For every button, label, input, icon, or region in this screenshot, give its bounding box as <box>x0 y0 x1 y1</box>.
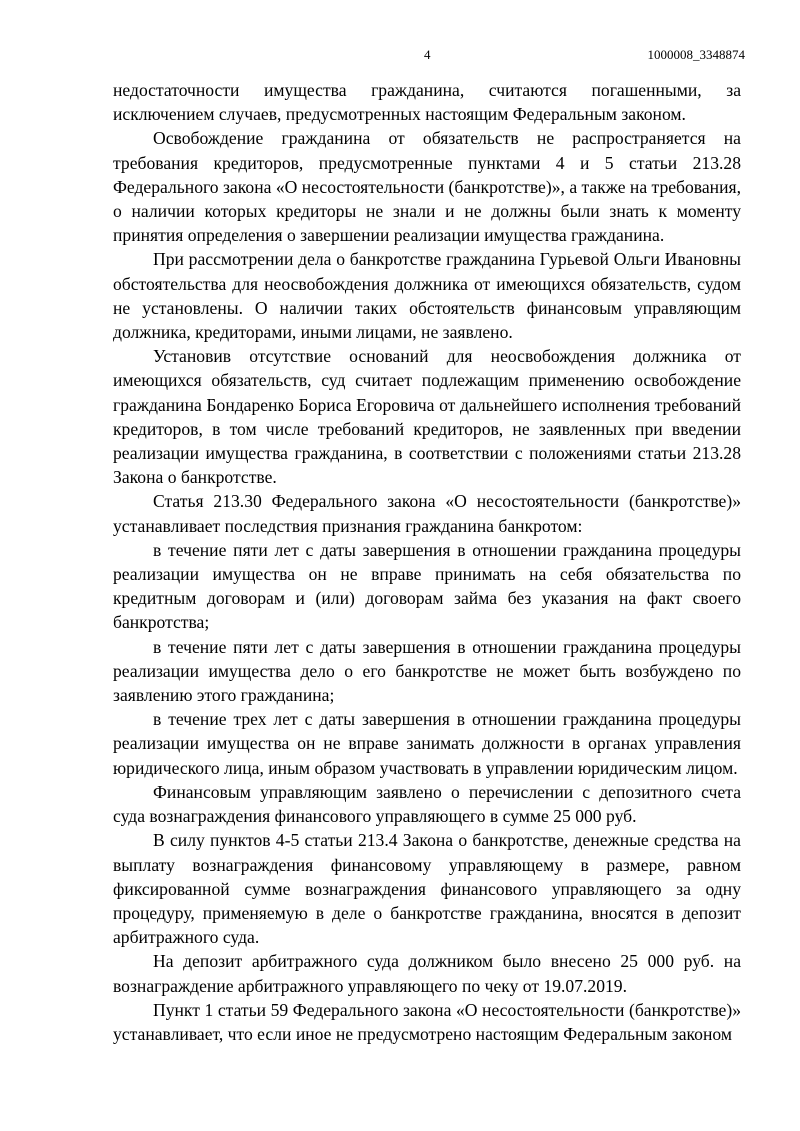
case-number: 1000008_3348874 <box>647 47 745 62</box>
paragraph-court-release: Установив отсутствие оснований для неосвобождения должника от имеющихся обязательств, суд считает подлежащим применению освобождение гражданина Бондаренко Бориса Егоровича от дальнейшего исполнения требований кредиторов, в том числе требований кредиторов, не заявленных при введении реализации имущества гражданина, в соответствии с положениями статьи 213.28 Закона о банкротстве. <box>113 346 741 488</box>
paragraph-article-213-4: В силу пунктов 4-5 статьи 213.4 Закона о банкротстве, денежные средства на выплату вознаграждения финансовому управляющему в размере, равном фиксированной сумме вознаграждения финансового управляющего за одну процедуру, применяемую в деле о банкротстве гражданина, вносятся в депозит арбитражного суда. <box>113 830 741 948</box>
paragraph-consequence-credit: в течение пяти лет с даты завершения в отношении гражданина процедуры реализации имущества он не вправе принимать на себя обязательства по кредитным договорам и (или) договорам займа без указания на факт своего банкротства; <box>113 539 741 633</box>
paragraph-continuation: недостаточности имущества гражданина, считаются погашенными, за исключением случаев, предусмотренных настоящим Федеральным законом. <box>113 80 741 125</box>
paragraph-fee-request: Финансовым управляющим заявлено о перечислении с депозитного счета суда вознаграждения финансового управляющего в сумме 25 000 руб. <box>113 781 741 827</box>
paragraph-consequence-management: в течение трех лет с даты завершения в отношении гражданина процедуры реализации имущества он не вправе занимать должности в органах управления юридического лица, иным образом участвовать в управлении юридическим лицом. <box>113 709 741 778</box>
paragraph-article-213-30: Статья 213.30 Федерального закона «О несостоятельности (банкротстве)» устанавливает последствия признания гражданина банкротом: <box>113 491 741 536</box>
paragraph-deposit: На депозит арбитражного суда должником было внесено 25 000 руб. на вознаграждение арбитражного управляющего по чеку от 19.07.2019. <box>113 951 741 996</box>
paragraph-consequence-bankruptcy: в течение пяти лет с даты завершения в отношении гражданина процедуры реализации имущества дело о его банкротстве не может быть возбуждено по заявлению этого гражданина; <box>113 636 741 706</box>
paragraph-article-59: Пункт 1 статьи 59 Федерального закона «О несостоятельности (банкротстве)» устанавливает, что если иное не предусмотрено настоящим Федеральным законом <box>113 999 741 1044</box>
document-body <box>113 78 741 1046</box>
page-number: 4 <box>424 47 431 62</box>
paragraph-no-grounds-found: При рассмотрении дела о банкротстве гражданина Гурьевой Ольги Ивановны обстоятельства для неосвобождения должника от имеющихся обязательств, судом не установлены. О наличии таких обстоятельств финансовым управляющим должника, кредиторами, иными лицами, не заявлено. <box>113 249 741 343</box>
paragraph-release-exceptions: Освобождение гражданина от обязательств не распространяется на требования кредиторов, предусмотренные пунктами 4 и 5 статьи 213.28 Федерального закона «О несостоятельности (банкротстве)», а также на требования, о наличии которых кредиторы не знали и не должны были знать к моменту принятия определения о завершении реализации имущества гражданина. <box>113 128 742 246</box>
